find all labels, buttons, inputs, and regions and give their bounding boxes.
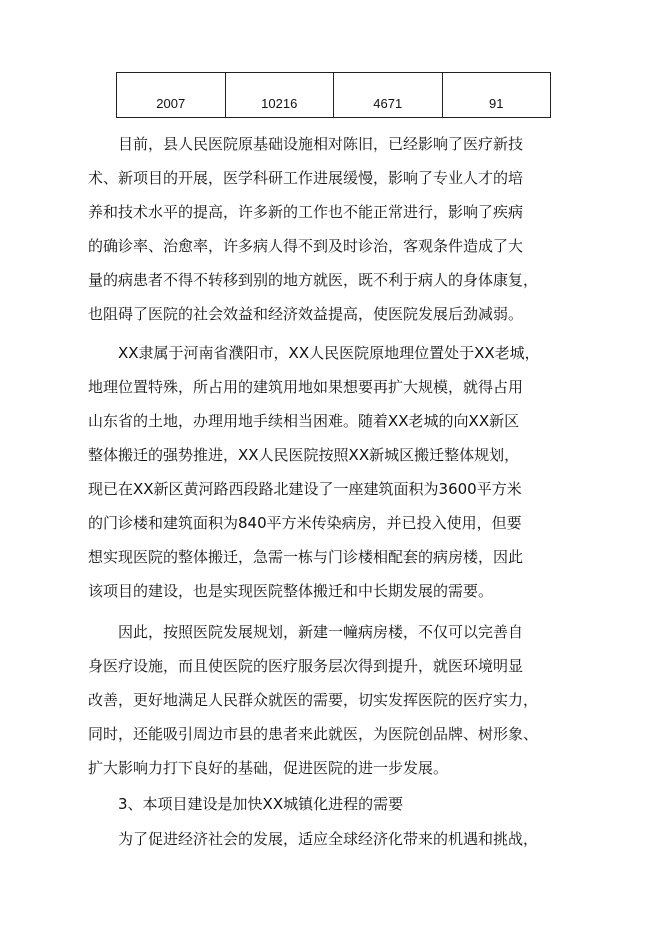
text-line: 扩大影响力打下良好的基础，促进医院的进一步发展。 xyxy=(88,759,449,777)
text-line: XX隶属于河南省濮阳市，XX人民医院原地理位置处于XX老城， xyxy=(118,344,540,362)
text-line: 因此，按照医院发展规划，新建一幢病房楼，不仅可以完善自 xyxy=(118,623,524,641)
text-line: 该项目的建设，也是实现医院整体搬迁和中长期发展的需要。 xyxy=(88,582,494,600)
text-line: 量的病患者不得不转移到别的地方就医，既不利于病人的身体康复， xyxy=(88,271,539,289)
text-line: 的确诊率、治愈率，许多病人得不到及时诊治，客观条件造成了大 xyxy=(88,237,524,255)
text-line: 地理位置特殊，所占用的建筑用地如果想要再扩大规模，就得占用 xyxy=(88,378,524,396)
text-line: 养和技术水平的提高，许多新的工作也不能正常进行，影响了疾病 xyxy=(88,203,524,221)
paragraph-3 xyxy=(88,615,588,785)
paragraph-4 xyxy=(88,822,588,856)
text-line: 整体搬迁的强势推进，XX人民医院按照XX新城区搬迁整体规划， xyxy=(88,446,520,464)
text-line: 改善，更好地满足人民群众就医的需要，切实发挥医院的医疗实力， xyxy=(88,691,539,709)
data-table xyxy=(116,72,551,118)
text-line: 术、新项目的开展，医学科研工作进展缓慢，影响了专业人才的培 xyxy=(88,169,524,187)
text-line: 身医疗设施，而且使医院的医疗服务层次得到提升，就医环境明显 xyxy=(88,657,524,675)
paragraph-1 xyxy=(88,127,588,331)
text-line: 也阻碍了医院的社会效益和经济效益提高，使医院发展后劲减弱。 xyxy=(88,305,524,323)
section-heading: 3、本项目建设是加快XX城镇化进程的需要 xyxy=(118,795,404,813)
table-cell-value-3: 91 xyxy=(442,73,551,118)
table-cell-value-2: 4671 xyxy=(334,73,443,118)
text-line: 的门诊楼和建筑面积为840平方米传染病房，并已投入使用，但要 xyxy=(88,514,522,532)
table-cell-value-1: 10216 xyxy=(225,73,334,118)
text-line: 为了促进经济社会的发展，适应全球经济化带来的机遇和挑战， xyxy=(118,830,539,848)
text-line: 现已在XX新区黄河路西段路北建设了一座建筑面积为3600平方米 xyxy=(88,480,522,498)
text-line: 目前，县人民医院原基础设施相对陈旧，已经影响了医疗新技 xyxy=(118,135,524,153)
text-line: 想实现医院的整体搬迁，急需一栋与门诊楼相配套的病房楼，因此 xyxy=(88,548,524,566)
text-line: 山东省的土地，办理用地手续相当困难。随着XX老城的向XX新区 xyxy=(88,412,520,430)
table-row xyxy=(117,73,551,118)
paragraph-2 xyxy=(88,336,588,608)
table-cell-year: 2007 xyxy=(117,73,226,118)
text-line: 同时，还能吸引周边市县的患者来此就医，为医院创品牌、树形象、 xyxy=(88,725,539,743)
